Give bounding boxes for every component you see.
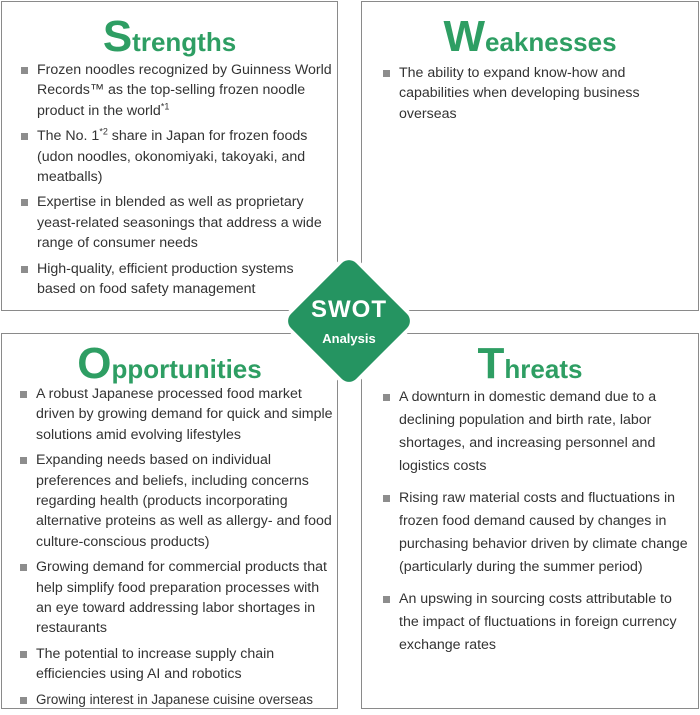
strengths-title-rest: trengths bbox=[132, 27, 237, 57]
list-item bbox=[19, 690, 335, 710]
list-item-text: An upswing in sourcing costs attributable to the impact of fluctuations in foreign currency exchange rates bbox=[399, 591, 677, 653]
square-bullet-icon bbox=[21, 67, 28, 74]
square-bullet-icon bbox=[20, 651, 27, 658]
square-bullet-icon bbox=[21, 199, 28, 206]
weaknesses-list bbox=[382, 63, 682, 129]
opportunities-quadrant bbox=[1, 333, 338, 709]
list-item-text: The No. 1 bbox=[37, 128, 100, 145]
list-item-text: High-quality, efficient production systems based on food safety management bbox=[37, 260, 294, 298]
list-item-text: The potential to increase supply chain efficiencies using AI and robotics bbox=[36, 645, 275, 683]
list-item bbox=[20, 60, 332, 121]
square-bullet-icon bbox=[21, 266, 28, 273]
strengths-title-initial: S bbox=[102, 12, 133, 61]
threats-title-initial: T bbox=[477, 339, 505, 388]
square-bullet-icon bbox=[383, 596, 390, 603]
list-item-text: A robust Japanese processed food market driven by growing demand for quick and simple solutions amid evolving lifestyles bbox=[36, 386, 333, 443]
list-item-text: Expertise in blended as well as proprietary yeast-related seasonings that address a wide range of consumer needs bbox=[37, 194, 322, 252]
square-bullet-icon bbox=[20, 391, 27, 398]
square-bullet-icon bbox=[20, 697, 27, 704]
square-bullet-icon bbox=[21, 133, 28, 140]
square-bullet-icon bbox=[20, 457, 27, 464]
square-bullet-icon bbox=[20, 564, 27, 571]
list-item bbox=[382, 386, 692, 478]
list-item bbox=[20, 126, 332, 187]
footnote-mark: *1 bbox=[160, 101, 170, 112]
list-item-text: Expanding needs based on individual preferences and beliefs, including concerns regarding health (products incorporating alternative proteins as well as allergy- and food culture-conscious products) bbox=[36, 452, 332, 550]
list-item-text: Rising raw material costs and fluctuations in frozen food demand caused by changes in purchasing behavior driven by climate change (particularly during the summer period) bbox=[399, 490, 688, 575]
strengths-title bbox=[2, 12, 337, 64]
square-bullet-icon bbox=[383, 495, 390, 502]
opportunities-list bbox=[19, 384, 335, 715]
square-bullet-icon bbox=[383, 394, 390, 401]
threats-title-rest: hreats bbox=[504, 354, 583, 384]
list-item bbox=[382, 63, 682, 124]
list-item-text: The ability to expand know-how and capabilities when developing business overseas bbox=[399, 65, 640, 122]
list-item-text: A downturn in domestic demand due to a declining population and birth rate, labor shortages, and increasing personnel and logistics costs bbox=[399, 389, 657, 474]
square-bullet-icon bbox=[383, 70, 390, 77]
list-item-text: share in Japan for frozen foods (udon noodles, okonomiyaki, takoyaki, and meatballs) bbox=[37, 128, 308, 186]
list-item bbox=[19, 384, 335, 445]
analysis-label: Analysis bbox=[322, 331, 376, 346]
swot-label: SWOT bbox=[311, 296, 387, 323]
swot-center-diamond bbox=[281, 253, 417, 389]
list-item-text: Growing demand for commercial products that help simplify food preparation processes with an eye toward addressing labor shortages in restaurants bbox=[36, 559, 327, 637]
threats-quadrant bbox=[361, 333, 699, 709]
opportunities-title-rest: pportunities bbox=[111, 354, 262, 384]
list-item bbox=[19, 557, 335, 639]
footnote-mark: *2 bbox=[99, 126, 108, 137]
weaknesses-title-rest: eaknesses bbox=[484, 27, 617, 57]
opportunities-title-initial: O bbox=[77, 339, 112, 388]
threats-list bbox=[382, 386, 692, 666]
list-item bbox=[20, 192, 332, 253]
weaknesses-title bbox=[362, 12, 698, 64]
list-item bbox=[382, 588, 692, 657]
list-item bbox=[382, 487, 692, 579]
list-item-text: Frozen noodles recognized by Guinness World Records™ as the top-selling frozen noodle product in the world bbox=[37, 62, 332, 119]
list-item-text: Growing interest in Japanese cuisine overseas bbox=[36, 691, 313, 707]
list-item bbox=[19, 450, 335, 552]
list-item bbox=[19, 644, 335, 685]
weaknesses-title-initial: W bbox=[443, 12, 485, 61]
